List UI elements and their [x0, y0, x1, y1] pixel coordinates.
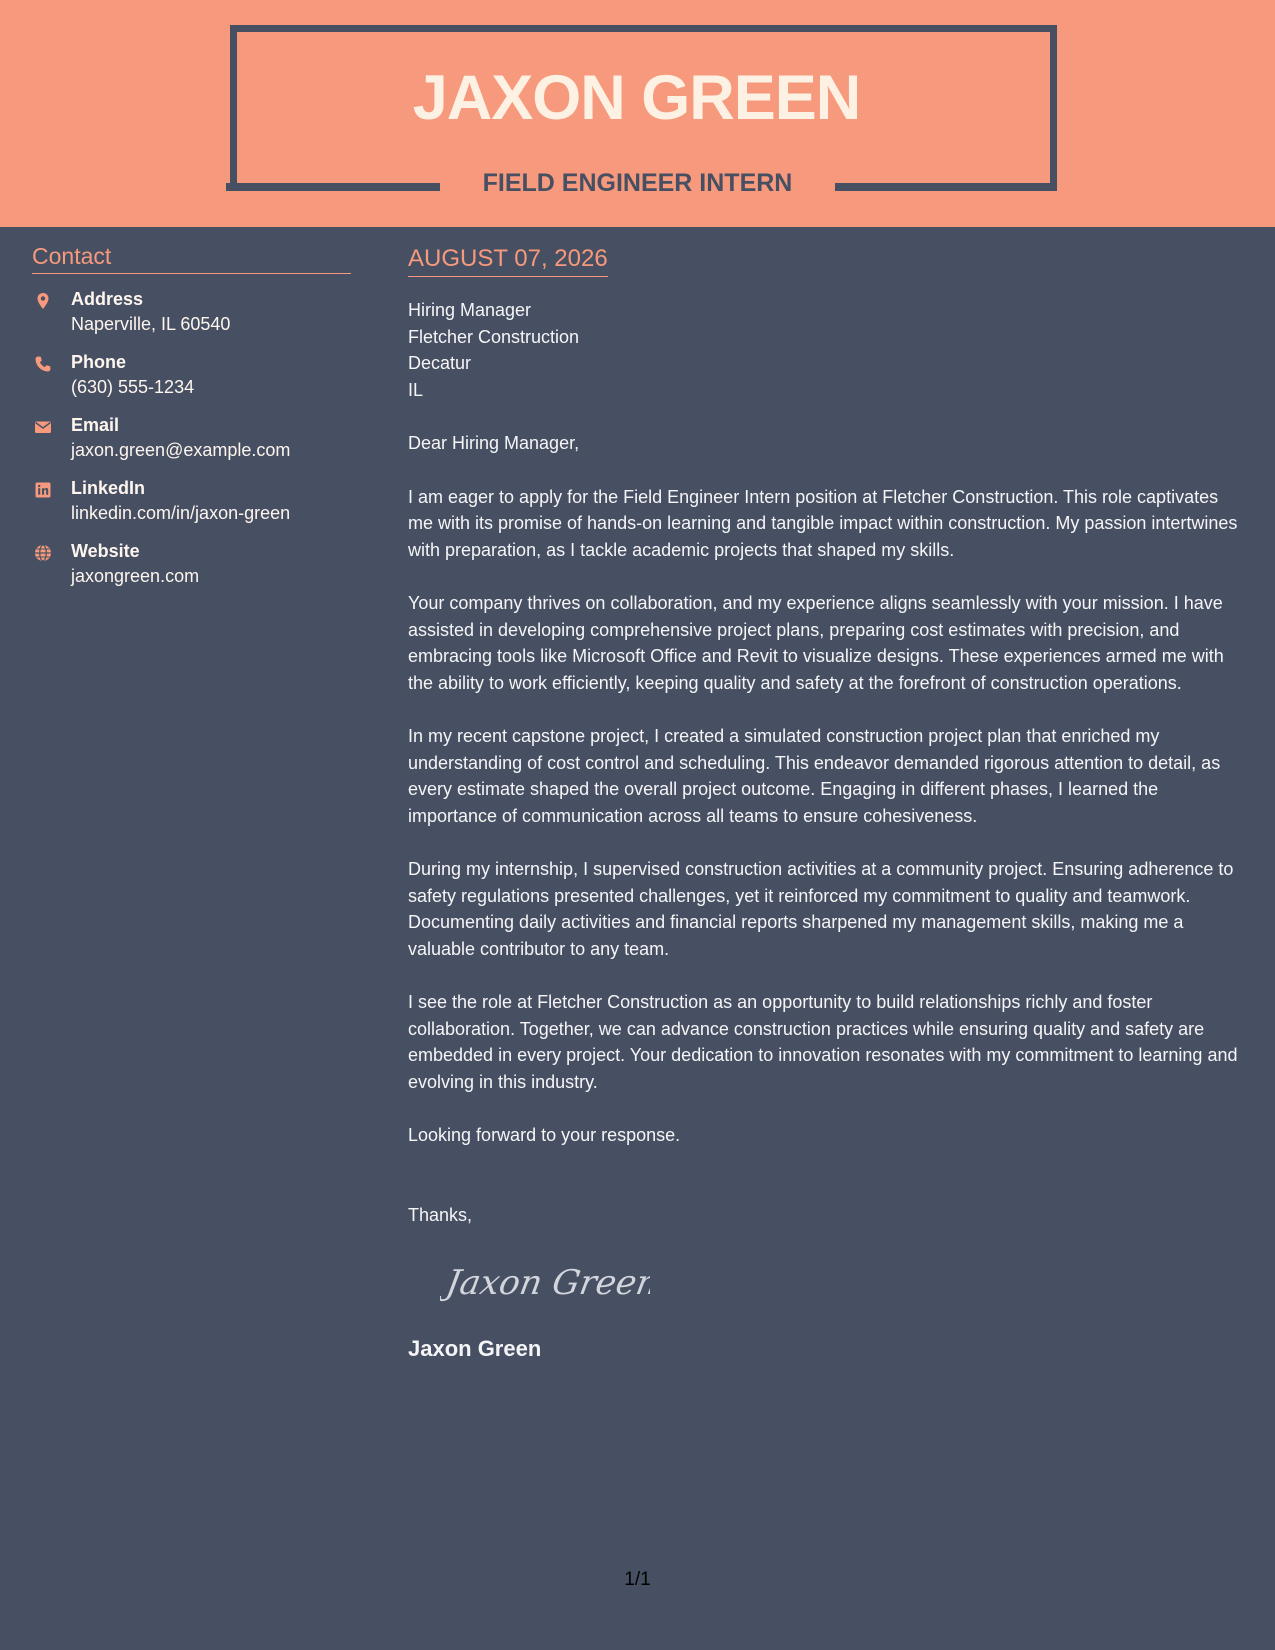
address-value: Naperville, IL 60540 [71, 314, 231, 334]
globe-icon [34, 544, 52, 562]
header-frame-bottom-right [835, 183, 1050, 191]
recipient-block [408, 297, 1248, 403]
job-title: FIELD ENGINEER INTERN [482, 169, 793, 197]
header-frame-bottom-left [226, 183, 440, 191]
contact-label: LinkedIn [71, 478, 146, 498]
email-value: jaxon.green@example.com [71, 440, 291, 460]
contact-label: Website [71, 541, 140, 561]
signoff: Thanks, [408, 1204, 473, 1225]
recipient-title: Hiring Manager [408, 300, 532, 320]
phone-icon [34, 355, 52, 373]
contact-label: Address [71, 289, 144, 309]
contact-label: Email [71, 415, 120, 435]
letter-date: AUGUST 07, 2026 [408, 243, 608, 277]
location-pin-icon [34, 292, 52, 310]
signer-name: Jaxon Green [408, 1335, 542, 1361]
header-banner [0, 0, 1275, 227]
website-value: jaxongreen.com [71, 566, 200, 586]
phone-value: (630) 555-1234 [71, 377, 195, 397]
paragraph: I see the role at Fletcher Construction as an opportunity to build relationships richly and foster collaboration. Together, we can advance construction practices while ensuring quality and safety are embedded in every project. Your dedication to innovation resonates with my commitment to learning and evolving in this industry. [408, 992, 1238, 1092]
salutation: Dear Hiring Manager, [408, 433, 580, 453]
recipient-state: IL [408, 379, 424, 400]
handwritten-signature [440, 1252, 650, 1312]
paragraph: Your company thrives on collaboration, and my experience aligns seamlessly with your mission. I have assisted in developing comprehensive project plans, preparing cost estimates with precision, and embracing tools like Microsoft Office and Revit to visualize designs. These experiences armed me with the ability to work efficiently, keeping quality and safety at the forefront of construction operations. [408, 593, 1224, 693]
contact-item-email [32, 413, 351, 476]
contact-heading: Contact [32, 242, 351, 274]
contact-label: Phone [71, 352, 127, 372]
svg-text:Jaxon Green: Jaxon Green [443, 1263, 650, 1303]
page-number: 1/1 [624, 1569, 651, 1590]
linkedin-icon [34, 481, 52, 499]
recipient-city: Decatur [408, 353, 472, 373]
contact-sidebar [32, 242, 351, 602]
applicant-name: JAXON GREEN [412, 63, 861, 133]
linkedin-value: linkedin.com/in/jaxon-green [71, 503, 291, 523]
recipient-company: Fletcher Construction [408, 326, 580, 347]
letter-body [408, 243, 1248, 1364]
envelope-icon [34, 418, 52, 436]
contact-item-website [32, 539, 351, 602]
contact-item-address [32, 287, 351, 350]
closing-line: Looking forward to your response. [408, 1125, 681, 1145]
contact-item-phone [32, 350, 351, 413]
paragraph: In my recent capstone project, I created a simulated construction project plan that enriched my understanding of cost control and scheduling. This endeavor demanded rigorous attention to detail, as every estimate shaped the overall project outcome. Engaging in different phases, I learned the importance of communication across all teams to ensure cohesiveness. [408, 726, 1221, 826]
paragraph: I am eager to apply for the Field Engineer Intern position at Fletcher Construction. This role captivates me with its promise of hands-on learning and tangible impact within construction. My passion intertwines with preparation, as I tackle academic projects that shaped my skills. [408, 486, 1238, 560]
contact-item-linkedin [32, 476, 351, 539]
paragraph: During my internship, I supervised construction activities at a community project. Ensuring adherence to safety regulations presented challenges, yet it reinforced my commitment to quality and teamwork. Documenting daily activities and financial reports sharpened my management skills, making me a valuable contributor to any team. [408, 859, 1234, 959]
